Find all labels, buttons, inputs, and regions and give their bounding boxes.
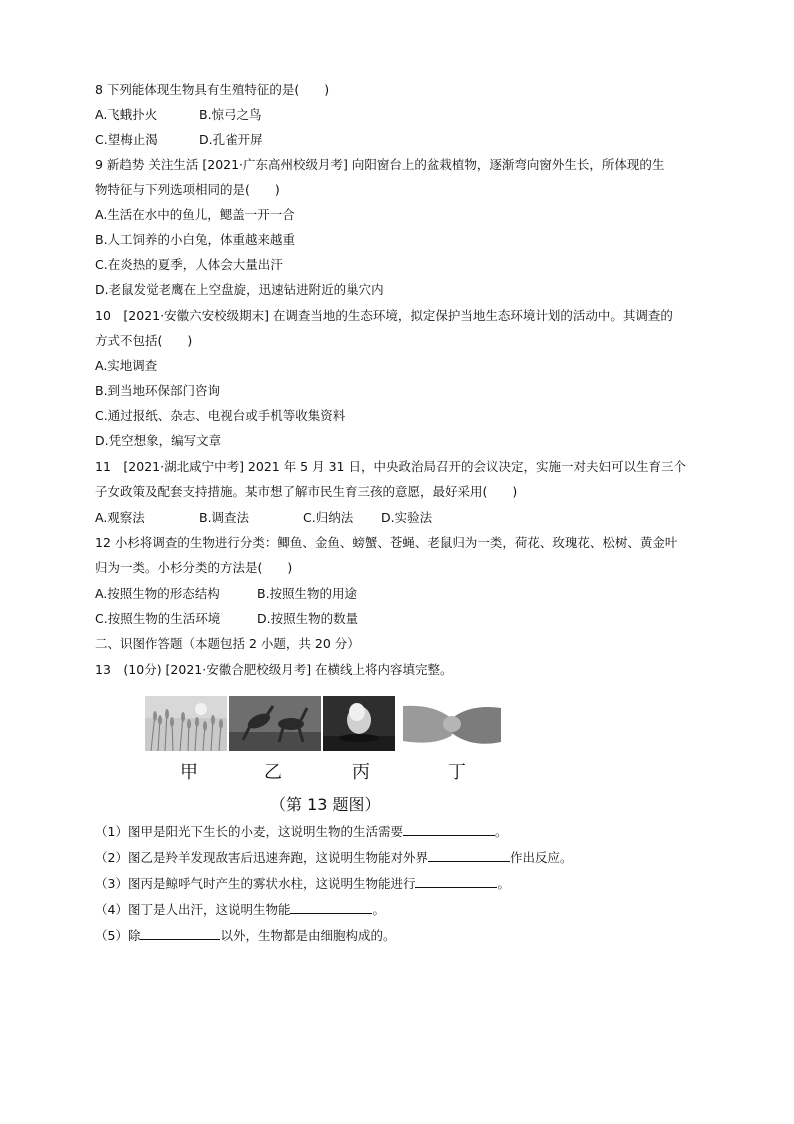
q12-options-row2 — [95, 611, 358, 627]
q13-stem: 13 (10分) [2021·安徽合肥校级月考] 在横线上将内容填完整。 — [95, 662, 453, 677]
q12-option-c: C.按照生物的生活环境 — [95, 611, 221, 626]
q13-sub2-text: （2）图乙是羚羊发现敌害后迅速奔跑，这说明生物能对外界 — [95, 850, 428, 865]
q13-sub2 — [95, 848, 572, 866]
q13-figure — [145, 696, 505, 752]
q13-sub5-blank[interactable] — [140, 926, 220, 940]
q13-sub4-end: 。 — [372, 902, 385, 917]
q8-option-a: A.飞蛾扑火 — [95, 107, 158, 122]
q13-sub3-blank[interactable] — [415, 874, 497, 888]
q13-sub5-text: （5）除 — [95, 928, 141, 943]
q11-option-a: A.观察法 — [95, 510, 145, 525]
q12-option-d: D.按照生物的数量 — [257, 611, 359, 626]
q10-option-b: B.到当地环保部门咨询 — [95, 383, 221, 398]
q11-option-b: B.调查法 — [199, 510, 250, 525]
q9-option-b: B.人工饲养的小白兔，体重越来越重 — [95, 232, 296, 247]
q12-stem-line1: 12 小杉将调查的生物进行分类：鲫鱼、金鱼、螃蟹、苍蝇、老鼠归为一类，荷花、玫瑰花、松树、黄金叶 — [95, 535, 678, 550]
q8-options-row2 — [95, 132, 263, 148]
q9-stem-line2: 物特征与下列选项相同的是( ) — [95, 182, 280, 197]
q13-sub5 — [95, 926, 395, 944]
wheat-image — [145, 696, 227, 751]
q11-stem-line2: 子女政策及配套支持措施。某市想了解市民生育三孩的意愿，最好采用( ) — [95, 484, 518, 499]
q13-sub3-end: 。 — [497, 876, 510, 891]
q12-option-b: B.按照生物的用途 — [257, 586, 358, 601]
q10-option-c: C.通过报纸、杂志、电视台或手机等收集资料 — [95, 408, 346, 423]
q13-sub2-blank[interactable] — [428, 848, 510, 862]
q10-option-a: A.实地调查 — [95, 358, 158, 373]
q12-stem-line2: 归为一类。小杉分类的方法是( ) — [95, 560, 293, 575]
q13-sub2-end: 作出反应。 — [509, 850, 573, 865]
q10-option-d: D.凭空想象，编写文章 — [95, 433, 222, 448]
q13-sub5-end: 以外，生物都是由细胞构成的。 — [220, 928, 396, 943]
hands-sweat-image — [403, 696, 501, 751]
figure-label-jia: 甲 — [180, 762, 198, 783]
figure-label-ding: 丁 — [448, 762, 466, 783]
q10-stem-line2: 方式不包括( ) — [95, 333, 193, 348]
q10-stem-line1: 10 [2021·安徽六安校级期末] 在调查当地的生态环境，拟定保护当地生态环境计划的活动中。其调查的 — [95, 308, 673, 323]
q13-sub1-blank[interactable] — [403, 822, 495, 836]
q11-options — [95, 510, 432, 526]
q8-option-d: D.孔雀开屏 — [199, 132, 263, 147]
q8-option-c: C.望梅止渴 — [95, 132, 158, 147]
q13-sub3-text: （3）图丙是鲸呼气时产生的雾状水柱，这说明生物能进行 — [95, 876, 416, 891]
q13-sub4 — [95, 900, 385, 918]
q13-sub3 — [95, 874, 510, 892]
q13-sub4-text: （4）图丁是人出汗，这说明生物能 — [95, 902, 291, 917]
q13-figure-caption: （第 13 题图） — [270, 795, 381, 814]
q8-stem: 8 下列能体现生物具有生殖特征的是( ) — [95, 82, 330, 97]
q9-option-a: A.生活在水中的鱼儿，鳃盖一开一合 — [95, 207, 295, 222]
section-heading: 二、识图作答题（本题包括 2 小题，共 20 分） — [95, 636, 360, 651]
q13-sub1-text: （1）图甲是阳光下生长的小麦，这说明生物的生活需要 — [95, 824, 403, 839]
q13-sub4-blank[interactable] — [290, 900, 372, 914]
q9-option-c: C.在炎热的夏季，人体会大量出汗 — [95, 257, 283, 272]
q13-sub1 — [95, 822, 507, 840]
q12-options-row1 — [95, 586, 357, 602]
q13-sub1-end: 。 — [494, 824, 508, 839]
q11-option-c: C.归纳法 — [303, 510, 354, 525]
figure-label-bing: 丙 — [352, 762, 370, 783]
q9-option-d: D.老鼠发觉老鹰在上空盘旋，迅速钻进附近的巢穴内 — [95, 282, 384, 297]
whale-spout-image — [323, 696, 395, 751]
q11-option-d: D.实验法 — [381, 510, 433, 525]
q9-stem-line1: 9 新趋势 关注生活 [2021·广东高州校级月考] 向阳窗台上的盆栽植物，逐渐弯向窗外生长，所体现的生 — [95, 157, 665, 172]
q8-options-row1 — [95, 107, 262, 123]
q11-stem-line1: 11 [2021·湖北咸宁中考] 2021 年 5 月 31 日，中央政治局召开的会议决定，实施一对夫妇可以生育三个 — [95, 459, 686, 474]
q8-option-b: B.惊弓之鸟 — [199, 107, 262, 122]
antelope-image — [229, 696, 321, 751]
figure-label-yi: 乙 — [264, 762, 282, 783]
q12-option-a: A.按照生物的形态结构 — [95, 586, 220, 601]
